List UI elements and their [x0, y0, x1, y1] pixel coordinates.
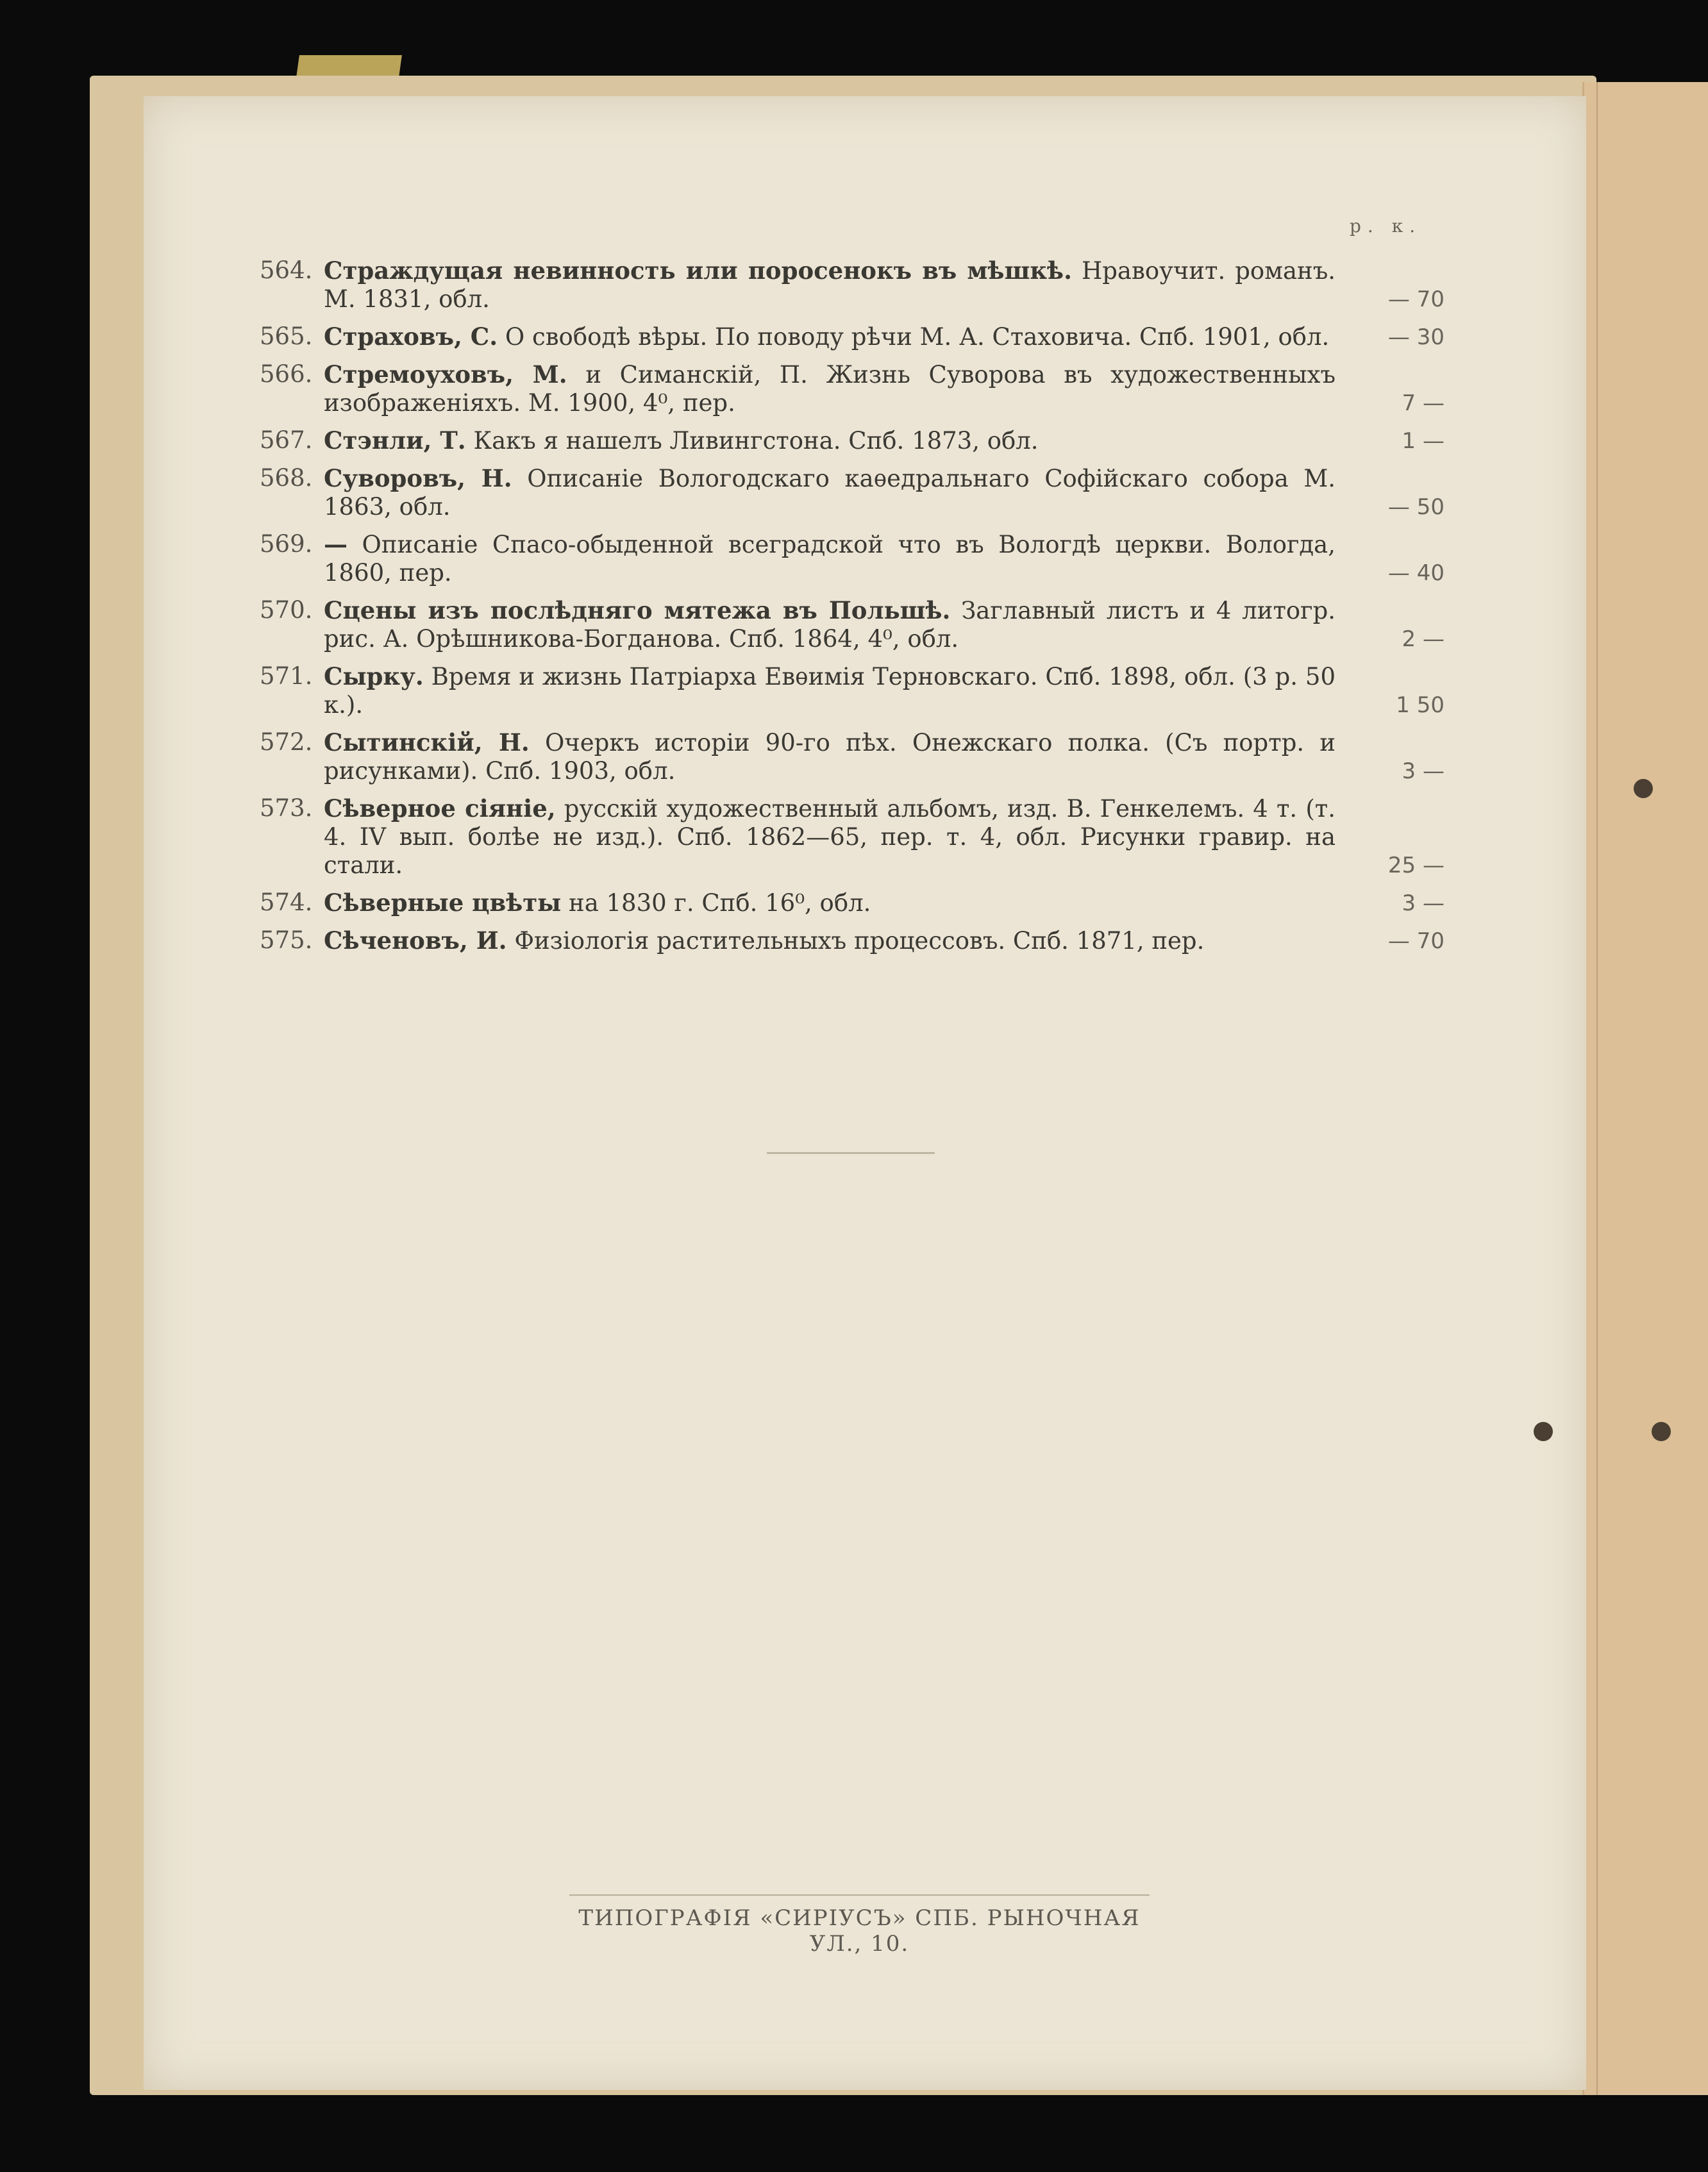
entry-number: 571.	[260, 662, 313, 690]
entry-number: 569.	[260, 530, 313, 558]
spine-line	[1596, 82, 1598, 2095]
entry-text: Физіологія растительныхъ процессовъ. Спб. 1871, пер.	[514, 927, 1205, 955]
binding-hole	[1634, 779, 1653, 798]
entry-body	[324, 426, 1335, 455]
catalog-entry	[260, 728, 1446, 785]
binding-hole	[1534, 1422, 1553, 1441]
entry-author: Страждущая невинность или поросенокъ въ мѣшкѣ.	[324, 256, 1072, 285]
catalog-entry	[260, 426, 1446, 455]
entry-body	[324, 360, 1335, 417]
entry-price: — 70	[1387, 287, 1444, 312]
entry-body	[324, 794, 1335, 880]
entry-number: 566.	[260, 360, 313, 388]
catalog-entry	[260, 530, 1446, 587]
entry-price: — 70	[1387, 928, 1444, 954]
section-divider	[767, 1152, 935, 1154]
entry-number: 570.	[260, 596, 313, 624]
catalog-list	[260, 256, 1446, 964]
entry-text: на 1830 г. Спб. 16⁰, обл.	[569, 889, 871, 917]
entry-number: 565.	[260, 322, 313, 350]
binding-hole	[1652, 1422, 1671, 1441]
printer-imprint: ТИПОГРАФІЯ «СИРІУСЪ» СПБ. РЫНОЧНАЯ УЛ., 10.	[578, 1905, 1141, 1957]
entry-price: 25 —	[1387, 853, 1444, 878]
entry-text: Нравоучит. романъ. М. 1831, обл.	[324, 257, 1335, 313]
entry-number: 574.	[260, 889, 313, 916]
entry-text: Очеркъ исторіи 90-го пѣх. Онежскаго полка. (Съ портр. и рисунками). Спб. 1903, обл.	[324, 729, 1335, 785]
entry-text: Описаніе Вологодскаго каѳедральнаго Софійскаго собора М. 1863, обл.	[324, 465, 1336, 521]
facing-page-edge	[1582, 82, 1708, 2095]
catalog-entry	[260, 596, 1446, 653]
entry-price: 7 —	[1402, 390, 1444, 416]
entry-price: — 30	[1387, 324, 1444, 350]
entry-author: Сѣченовъ, И.	[324, 926, 507, 955]
entry-text: Какъ я нашелъ Ливингстона. Спб. 1873, обл.	[473, 427, 1039, 455]
entry-author: Сѣверное сіяніе,	[324, 794, 556, 823]
entry-author: Сцены изъ послѣдняго мятежа въ Польшѣ.	[324, 596, 951, 624]
footer-rule	[569, 1894, 1150, 1896]
entry-number: 567.	[260, 426, 313, 454]
entry-body	[324, 464, 1335, 521]
entry-text: О свободѣ вѣры. По поводу рѣчи М. А. Стаховича. Спб. 1901, обл.	[505, 323, 1330, 351]
catalog-entry	[260, 926, 1446, 955]
entry-body	[324, 530, 1335, 587]
catalog-entry	[260, 662, 1446, 719]
entry-price: — 40	[1387, 560, 1444, 586]
entry-price: 2 —	[1402, 626, 1444, 652]
entry-price: 1 —	[1402, 428, 1444, 454]
entry-price: 1 50	[1396, 692, 1444, 718]
entry-number: 572.	[260, 728, 313, 756]
entry-body	[324, 926, 1335, 955]
entry-body	[324, 728, 1335, 785]
entry-author: Суворовъ, Н.	[324, 464, 512, 492]
entry-author: Сырку.	[324, 662, 424, 690]
entry-text: Заглавный листъ и 4 литогр. рис. А. Орѣшникова-Богданова. Спб. 1864, 4⁰, обл.	[324, 597, 1336, 653]
entry-body	[324, 322, 1335, 351]
entry-text: русскій художественный альбомъ, изд. В. Генкелемъ. 4 т. (т. 4. IV вып. болѣе не изд.). Спб. 1862—65, пер. т. 4, обл. Рисунки гравир. на стали.	[324, 795, 1335, 879]
entry-number: 568.	[260, 464, 313, 492]
entry-price: 3 —	[1402, 890, 1444, 916]
entry-author: —	[324, 530, 347, 558]
entry-author: Стэнли, Т.	[324, 426, 466, 455]
entry-text: и Симанскій, П. Жизнь Суворова въ художественныхъ изображеніяхъ. М. 1900, 4⁰, пер.	[324, 361, 1335, 417]
catalog-entry	[260, 464, 1446, 521]
entry-body	[324, 596, 1335, 653]
entry-number: 564.	[260, 256, 313, 284]
catalog-entry	[260, 256, 1446, 313]
entry-body	[324, 889, 1335, 917]
entry-author: Страховъ, С.	[324, 322, 498, 351]
entry-author: Сѣверные цвѣты	[324, 889, 562, 917]
entry-price: — 50	[1387, 494, 1444, 520]
catalog-entry	[260, 889, 1446, 917]
entry-body	[324, 662, 1335, 719]
price-column-header: р. к.	[1350, 215, 1422, 237]
entry-number: 575.	[260, 926, 313, 954]
catalog-entry	[260, 794, 1446, 880]
catalog-entry	[260, 360, 1446, 417]
catalog-entry	[260, 322, 1446, 351]
entry-number: 573.	[260, 794, 313, 822]
entry-body	[324, 256, 1335, 313]
entry-author: Стремоуховъ, М.	[324, 360, 567, 388]
entry-author: Сытинскій, Н.	[324, 728, 530, 756]
entry-text: Время и жизнь Патріарха Евѳимія Терновскаго. Спб. 1898, обл. (3 р. 50 к.).	[324, 663, 1336, 719]
entry-price: 3 —	[1402, 758, 1444, 784]
entry-text: Описаніе Спасо-обыденной всеградской что въ Вологдѣ церкви. Вологда, 1860, пер.	[324, 531, 1336, 587]
